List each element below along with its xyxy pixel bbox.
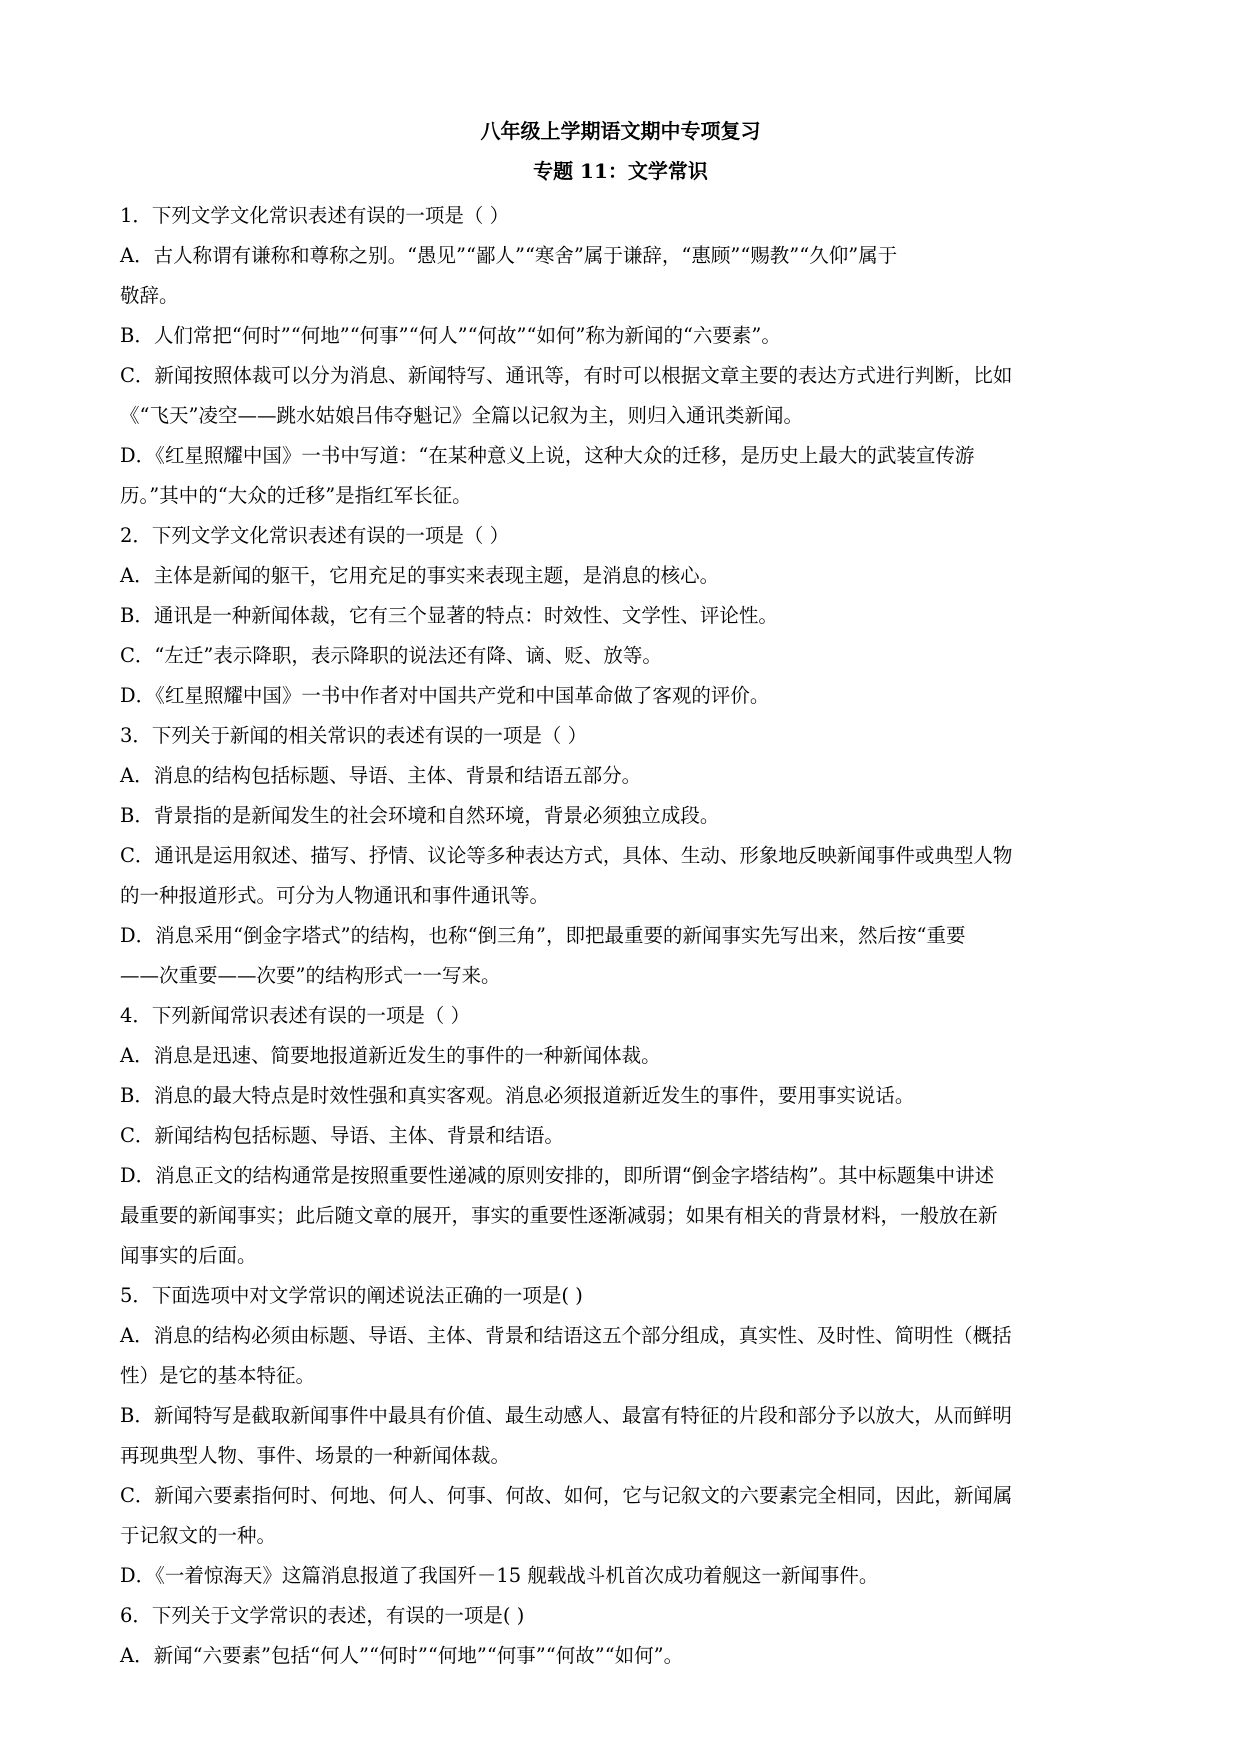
text-line: C．新闻六要素指何时、何地、何人、何事、何故、如何，它与记叙文的六要素完全相同，因此，新闻属 [120, 1484, 1013, 1507]
text-line: 敬辞。 [120, 284, 179, 307]
text-line: ——次重要——次要”的结构形式一一写来。 [120, 964, 501, 987]
text-line: C．新闻结构包括标题、导语、主体、背景和结语。 [120, 1124, 564, 1147]
text-line: 最重要的新闻事实；此后随文章的展开，事实的重要性逐渐减弱；如果有相关的背景材料，一般放在新 [120, 1204, 998, 1227]
text-line: 6．下列关于文学常识的表述，有误的一项是( ) [120, 1604, 525, 1627]
text-line: 《“飞天”凌空——跳水姑娘吕伟夺魁记》全篇以记叙为主，则归入通讯类新闻。 [120, 404, 803, 427]
text-line: 于记叙文的一种。 [120, 1524, 277, 1547]
text-line: B．新闻特写是截取新闻事件中最具有价值、最生动感人、最富有特征的片段和部分予以放大，从而鲜明 [120, 1404, 1012, 1427]
text-line: 闻事实的后面。 [120, 1244, 257, 1267]
text-line: A．消息是迅速、简要地报道新近发生的事件的一种新闻体裁。 [120, 1044, 661, 1067]
text-line: 的一种报道形式。可分为人物通讯和事件通讯等。 [120, 884, 550, 907]
text-line: D．消息采用“倒金字塔式”的结构，也称“倒三角”，即把最重要的新闻事实先写出来，然后按“重要 [120, 924, 966, 947]
text-line: B．背景指的是新闻发生的社会环境和自然环境，背景必须独立成段。 [120, 804, 720, 827]
page-subtitle: 专题 11：文学常识 [533, 159, 708, 183]
text-line: D．消息正文的结构通常是按照重要性递减的原则安排的，即所谓“倒金字塔结构”。其中标题集中讲述 [120, 1164, 995, 1187]
text-line: 1．下列文学文化常识表述有误的一项是（ ） [120, 204, 510, 227]
text-line: D．《红星照耀中国》一书中作者对中国共产党和中国革命做了客观的评价。 [120, 684, 770, 707]
text-line: B．消息的最大特点是时效性强和真实客观。消息必须报道新近发生的事件，要用事实说话。 [120, 1084, 915, 1107]
text-line: 2．下列文学文化常识表述有误的一项是（ ） [120, 524, 510, 547]
text-line: A．古人称谓有谦称和尊称之别。“愚见”“鄙人”“寒舍”属于谦辞，“惠顾”“赐教”“久仰”属于 [120, 244, 898, 267]
text-line: A．消息的结构包括标题、导语、主体、背景和结语五部分。 [120, 764, 642, 787]
text-line: B．人们常把“何时”“何地”“何事”“何人”“何故”“如何”称为新闻的“六要素”。 [120, 324, 781, 347]
text-line: A．新闻“六要素”包括“何人”“何时”“何地”“何事”“何故”“如何”。 [120, 1644, 684, 1667]
text-line: 历。”其中的“大众的迁移”是指红军长征。 [120, 484, 472, 507]
text-line: 再现典型人物、事件、场景的一种新闻体裁。 [120, 1444, 511, 1467]
text-line: D．《红星照耀中国》一书中写道：“在某种意义上说，这种大众的迁移，是历史上最大的武装宣传游 [120, 444, 975, 467]
text-line: C．“左迁”表示降职，表示降职的说法还有降、谪、贬、放等。 [120, 644, 662, 667]
text-line: C．通讯是运用叙述、描写、抒情、议论等多种表达方式，具体、生动、形象地反映新闻事件或典型人物 [120, 844, 1013, 867]
text-line: 4．下列新闻常识表述有误的一项是（ ） [120, 1004, 471, 1027]
text-line: 3．下列关于新闻的相关常识的表述有误的一项是（ ） [120, 724, 588, 747]
text-line: A．消息的结构必须由标题、导语、主体、背景和结语这五个部分组成，真实性、及时性、简明性（概括 [120, 1324, 1012, 1347]
text-line: 5．下面选项中对文学常识的阐述说法正确的一项是( ) [120, 1284, 583, 1307]
document-body [120, 196, 1130, 1676]
text-line: D．《一着惊海天》这篇消息报道了我国歼－15 舰载战斗机首次成功着舰这一新闻事件。 [120, 1564, 879, 1587]
text-line: A．主体是新闻的躯干，它用充足的事实来表现主题，是消息的核心。 [120, 564, 720, 587]
page-title: 八年级上学期语文期中专项复习 [480, 119, 761, 143]
text-line: B．通讯是一种新闻体裁，它有三个显著的特点：时效性、文学性、评论性。 [120, 604, 778, 627]
text-line: C．新闻按照体裁可以分为消息、新闻特写、通讯等，有时可以根据文章主要的表达方式进行判断，比如 [120, 364, 1013, 387]
text-line: 性）是它的基本特征。 [120, 1364, 316, 1387]
